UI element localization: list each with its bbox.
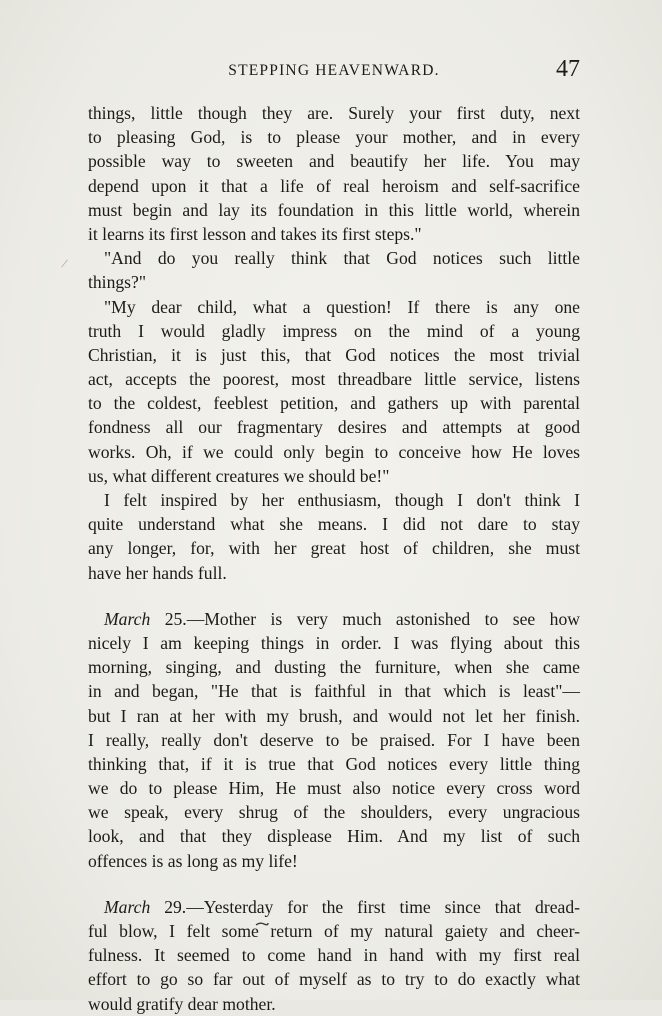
- text-line: "My dear child, what a question! If there is any one: [104, 296, 580, 317]
- entry-date: March: [104, 608, 151, 629]
- entry-text: 25.—Mother is very much astonished to see how: [150, 608, 580, 629]
- text-line: fondness all our fragmentary desires and attempts at good: [88, 417, 580, 438]
- text-line: I really, really don't deserve to be praised. For I have been: [88, 729, 580, 750]
- text-line: look, and that they displease Him. And my list of such: [88, 826, 580, 847]
- page-number: 47: [556, 56, 580, 82]
- section-gap: [88, 873, 580, 895]
- running-title: STEPPING HEAVENWARD.: [228, 62, 440, 79]
- text-line: things, little though they are. Surely your first duty, next: [88, 103, 580, 123]
- text-line: must begin and lay its foundation in this little world, wherein: [88, 199, 580, 220]
- text-line: offences is as long as my life!: [88, 850, 298, 871]
- text-line: us, what different creatures we should be!": [88, 465, 390, 486]
- entry-date: March: [104, 896, 151, 917]
- text-line: quite understand what she means. I did not dare to stay: [88, 514, 580, 535]
- text-line: depend upon it that a life of real heroism and self-sacrifice: [88, 175, 580, 196]
- paragraph: [88, 101, 580, 246]
- text-line: fulness. It seemed to come hand in hand with my first real: [88, 945, 580, 966]
- text-line: act, accepts the poorest, most threadbare little service, listens: [88, 369, 580, 390]
- paragraph: [88, 295, 580, 489]
- text-line: thinking that, if it is true that God notices every little thing: [88, 753, 580, 774]
- text-line: to the coldest, feeblest petition, and gathers up with parental: [88, 393, 580, 414]
- paragraph: [88, 246, 580, 294]
- running-head: [88, 58, 580, 86]
- text-line: nicely I am keeping things in order. I was flying about this: [88, 632, 580, 653]
- text-line: would gratify dear mother.: [88, 993, 276, 1014]
- diary-entry: [88, 895, 580, 1016]
- text-line: possible way to sweeten and beautify her life. You may: [88, 151, 580, 172]
- stray-mark-icon: /: [59, 256, 69, 273]
- text-line: truth I would gladly impress on the mind of a young: [88, 320, 580, 341]
- text-line: in and began, "He that is faithful in that which is least"—: [88, 681, 580, 702]
- text-line: ful blow, I felt some return of my natural gaiety and cheer-: [88, 921, 580, 941]
- text-line: [88, 607, 580, 631]
- text-line: it learns its first lesson and takes its first steps.": [88, 223, 422, 244]
- ink-mark-icon: [255, 922, 269, 926]
- text-line: [88, 895, 580, 919]
- section-gap: [88, 585, 580, 607]
- text-line: works. Oh, if we could only begin to conceive how He loves: [88, 441, 580, 462]
- text-line: have her hands full.: [88, 562, 227, 583]
- text-line: "And do you really think that God notices such little: [104, 248, 580, 269]
- diary-entry: [88, 607, 580, 873]
- text-line: but I ran at her with my brush, and would not let her finish.: [88, 705, 580, 726]
- text-line: things?": [88, 272, 147, 293]
- text-line: we speak, every shrug of the shoulders, every ungracious: [88, 802, 580, 823]
- text-line: any longer, for, with her great host of children, she must: [88, 538, 580, 559]
- entry-text: 29.—Yesterday for the first time since that dread-: [150, 896, 580, 917]
- text-line: to pleasing God, is to please your mother, and in every: [88, 127, 580, 148]
- text-line: morning, singing, and dusting the furniture, when she came: [88, 657, 580, 678]
- text-line: we do to please Him, He must also notice every cross word: [88, 778, 580, 799]
- paragraph: [88, 488, 580, 585]
- text-line: I felt inspired by her enthusiasm, though I don't think I: [104, 490, 580, 510]
- body-text: [88, 101, 580, 1016]
- text-line: Christian, it is just this, that God notices the most trivial: [88, 344, 580, 365]
- text-line: effort to go so far out of myself as to try to do exactly what: [88, 969, 580, 990]
